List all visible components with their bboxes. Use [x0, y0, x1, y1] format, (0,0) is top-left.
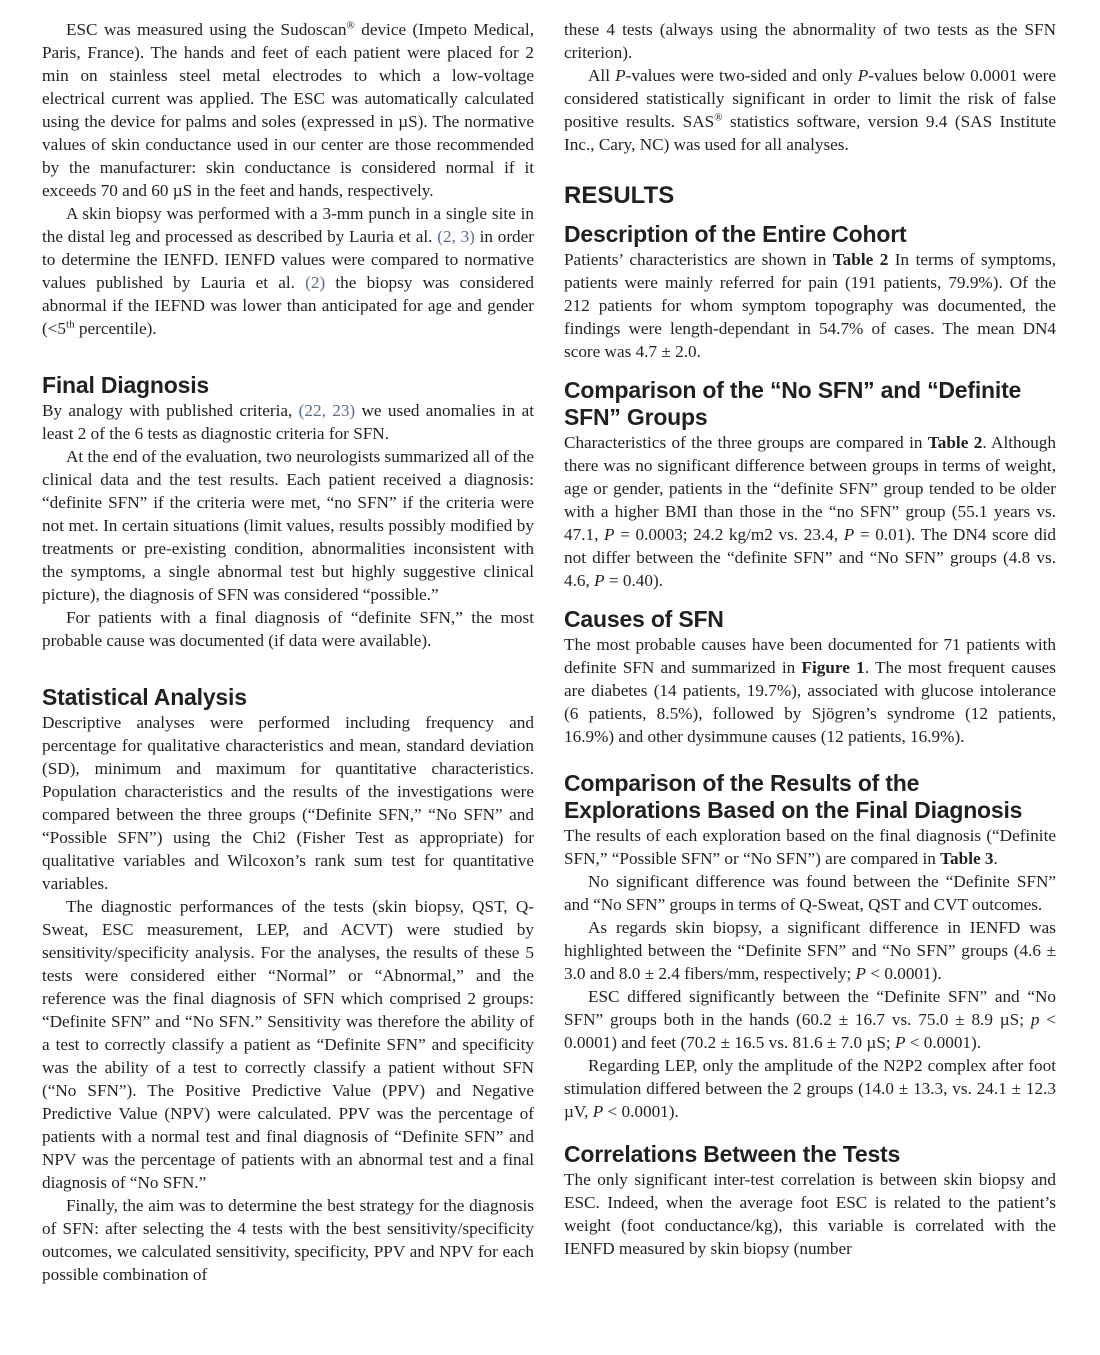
heading-comparison-groups: Comparison of the “No SFN” and “Definite SFN” Groups	[564, 377, 1022, 430]
heading-results: RESULTS	[564, 182, 675, 209]
comparison-results-para-2: No significant difference was found between the “Definite SFN” and “No SFN” groups in terms of Q-Sweat, QST and CVT outcomes.	[564, 872, 1056, 914]
comparison-results-para-5: Regarding LEP, only the amplitude of the N2P2 complex after foot stimulation differed between the 2 groups (14.0 ± 13.3, vs. 24.1 ± 12.3 µV, P < 0.0001).	[564, 1056, 1056, 1121]
heading-causes: Causes of SFN	[564, 606, 724, 632]
comparison-results-para-1: The results of each exploration based on the final diagnosis (“Definite SFN,” “Possible SFN” or “No SFN”) are compared in Table 3.	[564, 826, 1056, 868]
citation-link[interactable]: (2, 3)	[437, 227, 475, 246]
heading-statistical-analysis: Statistical Analysis	[42, 684, 247, 710]
biopsy-paragraph: A skin biopsy was performed with a 3-mm punch in a single site in the distal leg and processed as described by Lauria et al. (2, 3) in order to determine the IENFD. IENFD values were compared to normative values published by Lauria et al. (2) the biopsy was considered abnormal if the IEFND was lower than anticipated for age and gender (<5th percentile).	[42, 204, 535, 338]
registered-mark: ®	[714, 111, 723, 124]
figure-1-link[interactable]: Figure 1	[801, 658, 865, 677]
citation-link[interactable]: (22, 23)	[298, 401, 356, 420]
heading-final-diagnosis: Final Diagnosis	[42, 372, 209, 398]
final-diagnosis-para-2: At the end of the evaluation, two neurologists summarized all of the clinical data and the test results. Each patient received a diagnosis: “definite SFN” if the criteria were met, “no SFN” if the criteria were not met. In certain situations (limit values, results possibly modified by treatments or pre-existing condition, abnormalities inconsistent with the symptoms, a single abnormal test but highly suggestive clinical picture), the diagnosis of SFN was considered “possible.”	[42, 447, 534, 604]
correlations-paragraph: The only significant inter-test correlation is between skin biopsy and ESC. Indeed, when the average foot ESC is related to the patient’s weight (foot conductance/kg), this variable is correlated with the IENFD measured by skin biopsy (number	[564, 1170, 1056, 1258]
table-2-link[interactable]: Table 2	[927, 433, 983, 452]
comparison-results-para-4: ESC differed significantly between the “Definite SFN” and “No SFN” groups both in the hands (60.2 ± 16.7 vs. 75.0 ± 8.9 µS; p < 0.0001) and feet (70.2 ± 16.5 vs. 81.6 ± 7.0 µS; P < 0.0001).	[564, 987, 1057, 1052]
table-2-link[interactable]: Table 2	[832, 250, 889, 269]
final-diagnosis-para-1: By analogy with published criteria, (22, 23) we used anomalies in at least 2 of the 6 tests as diagnostic criteria for SFN.	[42, 401, 534, 443]
causes-paragraph: The most probable causes have been documented for 71 patients with definite SFN and summarized in Figure 1. The most frequent causes are diabetes (14 patients, 19.7%), associated with glucose intolerance (6 patients, 8.5%), followed by Sjögren’s syndrome (12 patients, 16.9%) and other dysimmune causes (12 patients, 16.9%).	[564, 635, 1056, 746]
table-3-link[interactable]: Table 3	[940, 849, 994, 868]
left-column	[42, 18, 534, 1286]
continuation-paragraph: these 4 tests (always using the abnormality of two tests as the SFN criterion).	[564, 20, 1056, 62]
esc-paragraph: ESC was measured using the Sudoscan® device (Impeto Medical, Paris, France). The hands and feet of each patient were placed for 2 min on stainless steel metal electrodes to which a low-voltage electrical current was applied. The ESC was automatically calculated using the device for palms and soles (expressed in µS). The normative values of skin conductance used in our center are those recommended by the manufacturer: skin conductance is considered normal if it exceeds 70 and 60 µS in the feet and hands, respectively.	[42, 19, 534, 200]
right-column	[564, 18, 1056, 1260]
cohort-paragraph: Patients’ characteristics are shown in Table 2 In terms of symptoms, patients were mainly referred for pain (191 patients, 79.9%). Of the 212 patients for whom symptom topography was documented, the findings were length-dependant in 54.7% of cases. The mean DN4 score was 4.7 ± 2.0.	[564, 250, 1056, 361]
pvalues-paragraph: All P-values were two-sided and only P-values below 0.0001 were considered statistically significant in order to limit the risk of false positive results. SAS® statistics software, version 9.4 (SAS Institute Inc., Cary, NC) was used for all analyses.	[564, 66, 1056, 154]
heading-cohort: Description of the Entire Cohort	[564, 221, 907, 247]
heading-correlations: Correlations Between the Tests	[564, 1141, 901, 1167]
comparison-groups-paragraph: Characteristics of the three groups are compared in Table 2. Although there was no significant difference between groups in terms of weight, age or gender, patients in the “definite SFN” group tended to be older with a higher BMI than those in the “no SFN” group (55.1 years vs. 47.1, P = 0.0003; 24.2 kg/m2 vs. 23.4, P = 0.01). The DN4 score did not differ between the “definite SFN” and “No SFN” groups (4.8 vs. 4.6, P = 0.40).	[564, 433, 1056, 590]
final-diagnosis-para-3: For patients with a final diagnosis of “definite SFN,” the most probable cause was documented (if data were available).	[42, 608, 534, 650]
comparison-results-para-3: As regards skin biopsy, a significant difference in IENFD was highlighted between the “Definite SFN” and “No SFN” groups (4.6 ± 3.0 and 8.0 ± 2.4 fibers/mm, respectively; P < 0.0001).	[564, 918, 1056, 983]
statistical-analysis-para-1: Descriptive analyses were performed including frequency and percentage for qualitative characteristics and mean, standard deviation (SD), minimum and maximum for quantitative characteristics. Population characteristics and the results of the investigations were compared between the three groups (“Definite SFN,” “No SFN” and “Possible SFN”) using the Chi2 (Fisher Test as appropriate) for qualitative variables and Wilcoxon’s rank sum test for quantitative variables.	[42, 713, 534, 893]
statistical-analysis-para-2: The diagnostic performances of the tests (skin biopsy, QST, Q-Sweat, ESC measurement, LEP, and ACVT) were studied by sensitivity/specificity analysis. For the analyses, the results of these 5 tests were considered either “Normal” or “Abnormal,” and the reference was the final diagnosis of SFN which comprised 2 groups: “Definite SFN” and “No SFN.” Sensitivity was therefore the ability of a test to correctly classify a patient as “Definite SFN” and specificity was the ability of a test to correctly classify a patient without SFN (“No SFN”). The Positive Predictive Value (PPV) and Negative Predictive Value (NPV) were calculated. PPV was the percentage of patients with a normal test and final diagnosis of “Definite SFN” and NPV was the percentage of patients with an abnormal test and a final diagnosis of “No SFN.”	[42, 897, 534, 1192]
statistical-analysis-para-3: Finally, the aim was to determine the best strategy for the diagnosis of SFN: after selecting the 4 tests with the best sensitivity/specificity outcomes, we calculated sensitivity, specificity, PPV and NPV for each possible combination of	[42, 1196, 534, 1284]
heading-comparison-results: Comparison of the Results of the Explorations Based on the Final Diagnosis	[564, 770, 1023, 823]
registered-mark: ®	[346, 19, 355, 32]
citation-link[interactable]: (2)	[305, 273, 326, 292]
